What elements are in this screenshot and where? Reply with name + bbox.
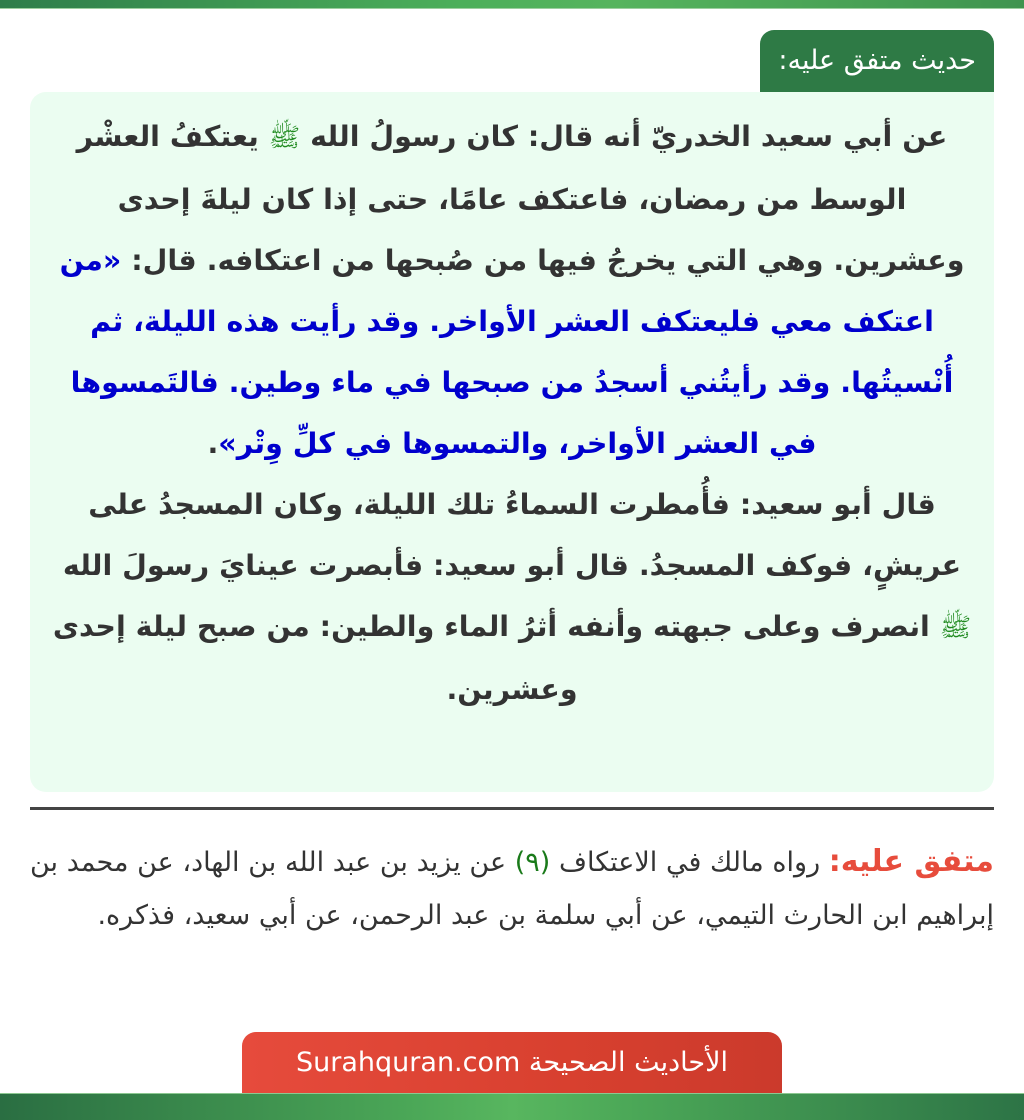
source-text-before: رواه مالك في الاعتكاف [559,847,821,878]
hadith-part-1: يعتكفُ العشْر الوسط من رمضان، فاعتكف عامًا، حتى إذا كان ليلةَ إحدى وعشرين. وهي التي يخرجُ فيها من صُبحها من اعتكافه. قال: [76,120,965,277]
source-reference-number: (٩) [514,847,551,878]
source-text-after: عن يزيد بن عبد الله بن الهاد، عن محمد بن إبراهيم ابن الحارث التيمي، عن أبي سلمة بن عبد الرحمن، عن أبي سعيد، فذكره. [30,847,994,931]
site-badge: الأحاديث الصحيحة Surahquran.com [242,1032,782,1094]
source-label: متفق عليه: [828,844,994,879]
hadith-part-2: قال أبو سعيد: فأُمطرت السماءُ تلك الليلة، وكان المسجدُ على عريشٍ، فوكف المسجدُ. قال أبو سعيد: فأبصرت عينايَ رسولَ الله [62,488,962,582]
hadith-intro: عن أبي سعيد الخدريّ أنه قال: كان رسولُ الله [310,120,948,153]
top-decorative-bar [0,0,1024,9]
divider [30,807,994,810]
hadith-box [30,92,994,792]
prophet-quote: «من اعتكف معي فليعتكف العشر الأواخر. وقد رأيت هذه الليلة، ثم أُنْسيتُها. وقد رأيتُني أسجدُ من صبحها في ماء وطين. فالتَمسوها في العشر الأواخر، والتمسوها في كلِّ وِتْر» [59,244,954,460]
hadith-part-3: انصرف وعلى جبهته وأنفه أثرُ الماء والطين: من صبح ليلة إحدى وعشرين. [52,610,930,706]
bottom-decorative-bar [0,1093,1024,1120]
salawat-icon: ﷺ [939,613,972,643]
hadith-text [48,106,976,720]
source-citation [30,835,994,942]
salawat-icon: ﷺ [268,123,301,153]
quote-end: . [207,427,219,460]
page-title: حديث متفق عليه: [760,30,994,92]
